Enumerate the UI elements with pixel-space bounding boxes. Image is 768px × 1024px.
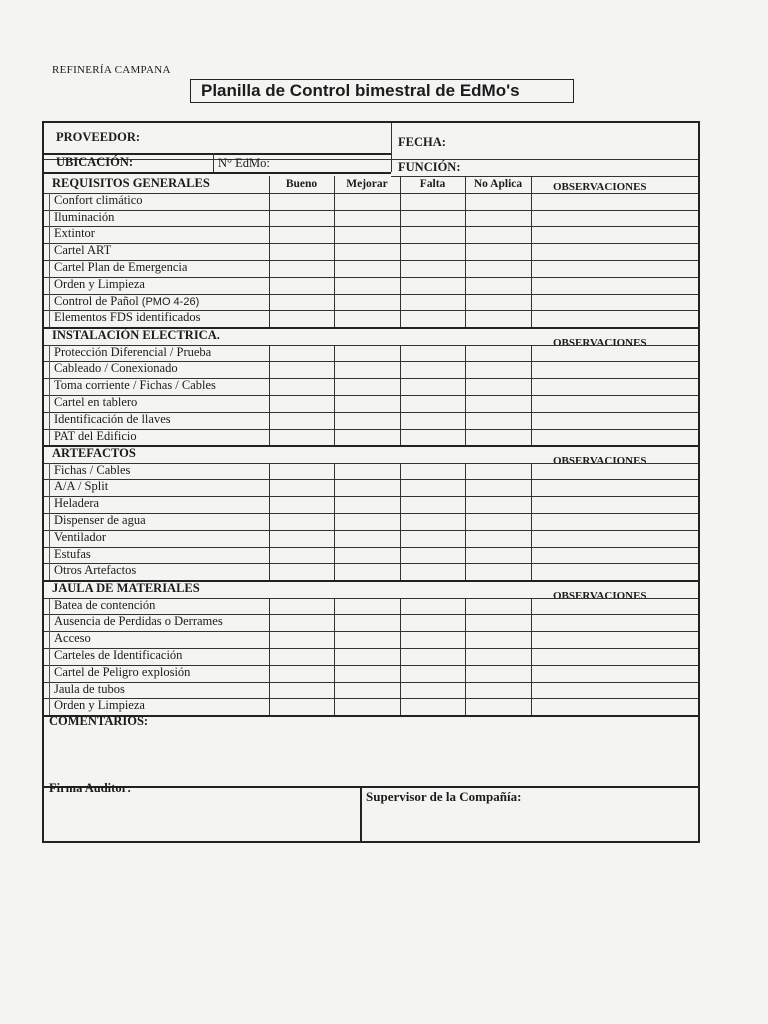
check-cell[interactable] [270, 311, 333, 326]
check-cell[interactable] [335, 413, 399, 428]
check-cell[interactable] [401, 379, 464, 394]
check-cell[interactable] [270, 615, 333, 630]
observation-cell[interactable] [532, 666, 697, 681]
checklist-item [54, 361, 178, 376]
check-cell[interactable] [335, 396, 399, 411]
check-cell[interactable] [401, 497, 464, 512]
column-header: Falta [419, 178, 446, 190]
checklist-item [54, 345, 211, 360]
checklist-item-label: Elementos FDS identificados [54, 310, 201, 325]
check-cell[interactable] [270, 295, 333, 310]
check-cell[interactable] [466, 531, 530, 546]
checklist-item-label: Otros Artefactos [54, 563, 137, 578]
check-cell[interactable] [466, 227, 530, 242]
firma-auditor-label: Firma Auditor: [49, 781, 132, 795]
check-cell[interactable] [270, 227, 333, 242]
supervisor-field[interactable] [366, 807, 691, 839]
checklist-item [54, 698, 145, 713]
comentarios-label: COMENTARIOS: [49, 714, 149, 728]
check-cell[interactable] [466, 430, 530, 445]
check-cell[interactable] [335, 632, 399, 647]
control-form [42, 121, 700, 843]
form-title: Planilla de Control bimestral de EdMo's [190, 79, 574, 103]
observation-cell[interactable] [532, 548, 697, 563]
observation-cell[interactable] [532, 379, 697, 394]
section-title: ARTEFACTOS [52, 445, 136, 460]
check-cell[interactable] [466, 346, 530, 361]
observaciones-header: OBSERVACIONES [553, 336, 647, 349]
check-cell[interactable] [466, 278, 530, 293]
check-cell[interactable] [466, 632, 530, 647]
check-cell[interactable] [401, 278, 464, 293]
checklist-item [54, 463, 130, 478]
check-cell[interactable] [401, 480, 464, 495]
check-cell[interactable] [401, 396, 464, 411]
check-cell[interactable] [270, 244, 333, 259]
section-title: JAULA DE MATERIALES [52, 580, 200, 595]
check-cell[interactable] [401, 413, 464, 428]
check-cell[interactable] [335, 430, 399, 445]
observation-cell[interactable] [532, 531, 697, 546]
check-cell[interactable] [466, 514, 530, 529]
check-cell[interactable] [270, 632, 333, 647]
check-cell[interactable] [270, 683, 333, 698]
check-cell[interactable] [466, 244, 530, 259]
checklist-item [54, 513, 146, 528]
comentarios-field[interactable] [49, 733, 689, 783]
checklist-item [54, 665, 190, 680]
observation-cell[interactable] [532, 413, 697, 428]
observation-cell[interactable] [532, 227, 697, 242]
checklist-item-label: Heladera [54, 496, 100, 511]
check-cell[interactable] [270, 464, 333, 479]
section-title: REQUISITOS GENERALES [52, 176, 210, 190]
checklist-item [54, 479, 108, 494]
check-cell[interactable] [401, 295, 464, 310]
checklist-item-label: Extintor [54, 226, 95, 241]
observation-cell[interactable] [532, 261, 697, 276]
check-cell[interactable] [466, 261, 530, 276]
nro-edmo-field[interactable] [276, 154, 386, 171]
checklist-item-label: Orden y Limpieza [54, 276, 145, 291]
check-cell[interactable] [466, 599, 530, 614]
checklist-item-label: Control de Pañol [54, 293, 139, 308]
check-cell[interactable] [335, 514, 399, 529]
check-cell[interactable] [466, 464, 530, 479]
check-cell[interactable] [401, 514, 464, 529]
check-cell[interactable] [335, 211, 399, 226]
check-cell[interactable] [401, 464, 464, 479]
check-cell[interactable] [335, 194, 399, 209]
check-cell[interactable] [401, 211, 464, 226]
check-cell[interactable] [270, 362, 333, 377]
observaciones-header: OBSERVACIONES [553, 181, 647, 193]
checklist-item [54, 193, 143, 208]
observaciones-header: OBSERVACIONES [553, 589, 647, 602]
supervisor-label: Supervisor de la Compañía: [366, 789, 522, 804]
observation-cell[interactable] [532, 396, 697, 411]
observation-cell[interactable] [532, 699, 697, 714]
check-cell[interactable] [335, 615, 399, 630]
check-cell[interactable] [335, 599, 399, 614]
check-cell[interactable] [270, 497, 333, 512]
section-title: INSTALACIÓN ELECTRICA. [52, 327, 220, 342]
ubicacion-field[interactable] [134, 154, 212, 171]
check-cell[interactable] [335, 464, 399, 479]
observation-cell[interactable] [532, 194, 697, 209]
checklist-item-label: Confort climático [54, 192, 143, 207]
check-cell[interactable] [466, 362, 530, 377]
check-cell[interactable] [270, 666, 333, 681]
check-cell[interactable] [466, 295, 530, 310]
observation-cell[interactable] [532, 346, 697, 361]
check-cell[interactable] [270, 430, 333, 445]
checklist-item [54, 598, 155, 613]
check-cell[interactable] [335, 311, 399, 326]
check-cell[interactable] [401, 683, 464, 698]
fecha-field[interactable] [449, 125, 694, 155]
ubicacion-label: UBICACIÓN: [56, 155, 134, 169]
checklist-item [54, 277, 145, 292]
observation-cell[interactable] [532, 211, 697, 226]
check-cell[interactable] [335, 649, 399, 664]
check-cell[interactable] [466, 480, 530, 495]
checklist-item-label: Toma corriente / Fichas / Cables [54, 378, 216, 393]
observation-cell[interactable] [532, 564, 697, 579]
check-cell[interactable] [335, 548, 399, 563]
checklist-item [54, 226, 95, 241]
checklist-item [54, 563, 136, 578]
check-cell[interactable] [401, 346, 464, 361]
check-cell[interactable] [401, 227, 464, 242]
checklist-item [54, 310, 201, 325]
proveedor-label: PROVEEDOR: [56, 130, 141, 144]
check-cell[interactable] [270, 194, 333, 209]
check-cell[interactable] [401, 548, 464, 563]
check-cell[interactable] [270, 211, 333, 226]
checklist-item-label: A/A / Split [54, 479, 109, 494]
checklist-item [54, 530, 106, 545]
check-cell[interactable] [401, 244, 464, 259]
check-cell[interactable] [335, 227, 399, 242]
checklist-item-label: Dispenser de agua [54, 513, 146, 527]
check-cell[interactable] [270, 564, 333, 579]
check-cell[interactable] [466, 396, 530, 411]
check-cell[interactable] [401, 531, 464, 546]
column-header: Mejorar [346, 178, 388, 190]
observation-cell[interactable] [532, 683, 697, 698]
check-cell[interactable] [401, 632, 464, 647]
checklist-item-label: Estufas [54, 546, 91, 561]
checklist-item-label: Cartel ART [54, 243, 112, 258]
check-cell[interactable] [335, 480, 399, 495]
check-cell[interactable] [335, 346, 399, 361]
observation-cell[interactable] [532, 362, 697, 377]
check-cell[interactable] [401, 261, 464, 276]
checklist-item [54, 260, 187, 275]
check-cell[interactable] [401, 599, 464, 614]
checklist-item-label: Identificación de llaves [54, 411, 171, 426]
funcion-field[interactable] [464, 160, 694, 175]
checklist-item [54, 412, 171, 427]
check-cell[interactable] [335, 362, 399, 377]
check-cell[interactable] [466, 615, 530, 630]
check-cell[interactable] [466, 379, 530, 394]
checklist-item [54, 294, 199, 309]
checklist-item [54, 496, 99, 511]
check-cell[interactable] [466, 649, 530, 664]
check-cell[interactable] [270, 548, 333, 563]
checklist-item-label: Orden y Limpieza [54, 698, 145, 713]
check-cell[interactable] [270, 413, 333, 428]
observation-cell[interactable] [532, 514, 697, 529]
checklist-item [54, 243, 111, 258]
check-cell[interactable] [270, 649, 333, 664]
check-cell[interactable] [466, 211, 530, 226]
check-cell[interactable] [466, 413, 530, 428]
checklist-item-label: Fichas / Cables [54, 462, 131, 477]
observation-cell[interactable] [532, 649, 697, 664]
checklist-item [54, 547, 91, 562]
check-cell[interactable] [401, 430, 464, 445]
checklist-item-label: Cartel en tablero [54, 394, 138, 409]
checklist-item [54, 429, 137, 444]
check-cell[interactable] [335, 564, 399, 579]
firma-auditor-field[interactable] [49, 799, 354, 837]
check-cell[interactable] [335, 379, 399, 394]
check-cell[interactable] [335, 699, 399, 714]
item-note: (PMO 4-26) [138, 295, 200, 308]
checklist-item [54, 682, 125, 697]
checklist-item-label: Jaula de tubos [54, 681, 125, 696]
check-cell[interactable] [401, 194, 464, 209]
check-cell[interactable] [401, 311, 464, 326]
observation-cell[interactable] [532, 430, 697, 445]
checklist-item-label: Ausencia de Perdidas o Derrames [54, 614, 223, 629]
observation-cell[interactable] [532, 599, 697, 614]
check-cell[interactable] [270, 699, 333, 714]
check-cell[interactable] [466, 497, 530, 512]
check-cell[interactable] [466, 194, 530, 209]
check-cell[interactable] [466, 683, 530, 698]
checklist-item-label: Iluminación [54, 209, 115, 224]
check-cell[interactable] [466, 666, 530, 681]
check-cell[interactable] [401, 699, 464, 714]
check-cell[interactable] [401, 666, 464, 681]
check-cell[interactable] [270, 379, 333, 394]
checklist-item-label: Cableado / Conexionado [54, 361, 178, 376]
check-cell[interactable] [401, 649, 464, 664]
check-cell[interactable] [335, 531, 399, 546]
check-cell[interactable] [335, 666, 399, 681]
observation-cell[interactable] [532, 278, 697, 293]
proveedor-field[interactable] [154, 125, 389, 153]
checklist-item [54, 631, 91, 646]
observaciones-header: OBSERVACIONES [553, 454, 647, 467]
check-cell[interactable] [270, 599, 333, 614]
checklist-item-label: Acceso [54, 631, 91, 646]
check-cell[interactable] [270, 278, 333, 293]
column-header: No Aplica [473, 178, 523, 190]
checklist-item-label: Carteles de Identificación [54, 647, 183, 662]
check-cell[interactable] [270, 261, 333, 276]
check-cell[interactable] [270, 346, 333, 361]
observation-cell[interactable] [532, 480, 697, 495]
checklist-item [54, 648, 182, 663]
check-cell[interactable] [335, 497, 399, 512]
check-cell[interactable] [335, 295, 399, 310]
checklist-item-label: Ventilador [54, 529, 107, 544]
checklist-item-label: Batea de contención [54, 597, 156, 612]
check-cell[interactable] [270, 531, 333, 546]
check-cell[interactable] [335, 244, 399, 259]
checklist-item-label: Cartel Plan de Emergencia [54, 260, 188, 274]
observation-cell[interactable] [532, 615, 697, 630]
checklist-item [54, 395, 137, 410]
checklist-item [54, 614, 223, 629]
check-cell[interactable] [466, 311, 530, 326]
check-cell[interactable] [401, 362, 464, 377]
checklist-item-label: Cartel de Peligro explosión [54, 664, 191, 679]
observation-cell[interactable] [532, 632, 697, 647]
check-cell[interactable] [335, 683, 399, 698]
check-cell[interactable] [466, 699, 530, 714]
fecha-label: FECHA: [398, 135, 446, 149]
nro-edmo-label: N° EdMo: [218, 156, 270, 170]
check-cell[interactable] [335, 261, 399, 276]
company-name: REFINERÍA CAMPANA [52, 64, 171, 76]
checklist-item [54, 210, 114, 225]
check-cell[interactable] [466, 564, 530, 579]
check-cell[interactable] [270, 480, 333, 495]
checklist-item-label: Protección Diferencial / Prueba [54, 344, 212, 359]
observation-cell[interactable] [532, 311, 697, 326]
check-cell[interactable] [401, 615, 464, 630]
checklist-item-label: PAT del Edificio [54, 428, 137, 443]
observation-cell[interactable] [532, 295, 697, 310]
column-header: Bueno [285, 178, 318, 190]
check-cell[interactable] [270, 396, 333, 411]
observation-cell[interactable] [532, 464, 697, 479]
check-cell[interactable] [335, 278, 399, 293]
checklist-item [54, 378, 216, 393]
check-cell[interactable] [270, 514, 333, 529]
check-cell[interactable] [401, 564, 464, 579]
observation-cell[interactable] [532, 497, 697, 512]
check-cell[interactable] [466, 548, 530, 563]
observation-cell[interactable] [532, 244, 697, 259]
funcion-label: FUNCIÓN: [398, 160, 461, 174]
